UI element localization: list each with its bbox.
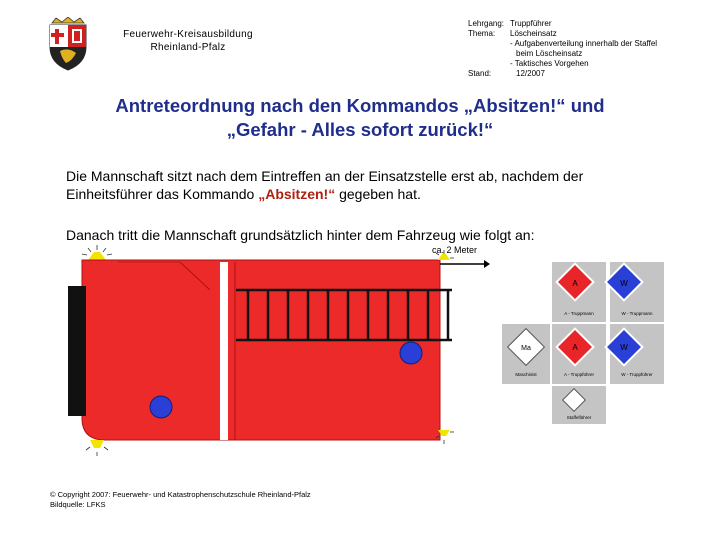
a-truppmann-caption: A - Truppmann: [564, 311, 594, 316]
paragraph-1-text-a: Die Mannschaft sitzt nach dem Eintreffen an der Einsatzstelle erst ab, nachdem der Einheitsführer das Kommando: [66, 168, 584, 202]
course-info: [468, 19, 657, 79]
warning-light-icon: [82, 245, 112, 260]
w-truppfuehrer-caption: W - Truppführer: [621, 372, 653, 377]
stand-label: Stand:: [468, 69, 492, 78]
maschinist-caption: Maschinist: [515, 372, 537, 377]
warning-light-icon: [86, 440, 108, 456]
maschinist-tile: [502, 324, 550, 384]
title-line2: „Gefahr - Alles sofort zurück!“: [226, 119, 494, 140]
org-line1: Feuerwehr-Kreisausbildung: [123, 29, 253, 40]
paragraph-2: Danach tritt die Mannschaft grundsätzlich hinter dem Fahrzeug wie folgt an:: [66, 227, 535, 243]
paragraph-1-text-b: gegeben hat.: [335, 186, 421, 202]
distance-arrow: [440, 260, 490, 268]
ma-letter: Ma: [521, 345, 531, 352]
distance-label: ca. 2 Meter: [432, 245, 478, 255]
copyright-text: © Copyright 2007: Feuerwehr- und Katastrophenschutzschule Rheinland-Pfalz: [50, 490, 311, 499]
lehrgang-value: Truppführer: [510, 19, 552, 28]
vehicle-diagram: [60, 240, 500, 470]
page-title: [40, 94, 680, 142]
coat-of-arms-logo: [46, 17, 90, 71]
lehrgang-label: Lehrgang:: [468, 19, 505, 28]
a-truppfuehrer-caption: A - Truppführer: [563, 372, 595, 377]
org-line2: Rheinland-Pfalz: [150, 42, 226, 53]
a-letter: A: [572, 279, 578, 288]
title-line1: Antreteordnung nach den Kommandos „Absitzen!“ und: [115, 95, 605, 116]
organization-name: [108, 28, 268, 54]
thema-sub2: beim Löscheinsatz: [516, 49, 583, 58]
a-truppfuehrer-tile: [552, 324, 606, 384]
thema-label: Thema:: [468, 29, 496, 38]
w-truppfuehrer-tile: [606, 324, 664, 384]
a-truppmann-tile: [552, 262, 606, 322]
footer: [50, 490, 311, 510]
command-absitzen: „Absitzen!“: [258, 186, 336, 202]
staffelfuehrer-tile: [552, 386, 606, 424]
w-truppmann-caption: W - Truppmann: [621, 311, 653, 316]
thema-sub1: - Aufgabenverteilung innerhalb der Staffel: [510, 39, 658, 48]
af-letter: A: [572, 343, 578, 352]
wf-letter: W: [620, 343, 628, 352]
w-letter: W: [620, 279, 628, 288]
paragraph-1: [66, 167, 666, 203]
thema-value: Löscheinsatz: [510, 29, 557, 38]
image-source-text: Bildquelle: LFKS: [50, 500, 106, 509]
stand-value: 12/2007: [516, 69, 545, 78]
thema-sub3: - Taktisches Vorgehen: [510, 59, 589, 68]
w-truppmann-tile: [606, 262, 664, 322]
formation-diagram: [500, 258, 670, 426]
staffelfuehrer-caption: Staffelführer: [566, 415, 592, 420]
